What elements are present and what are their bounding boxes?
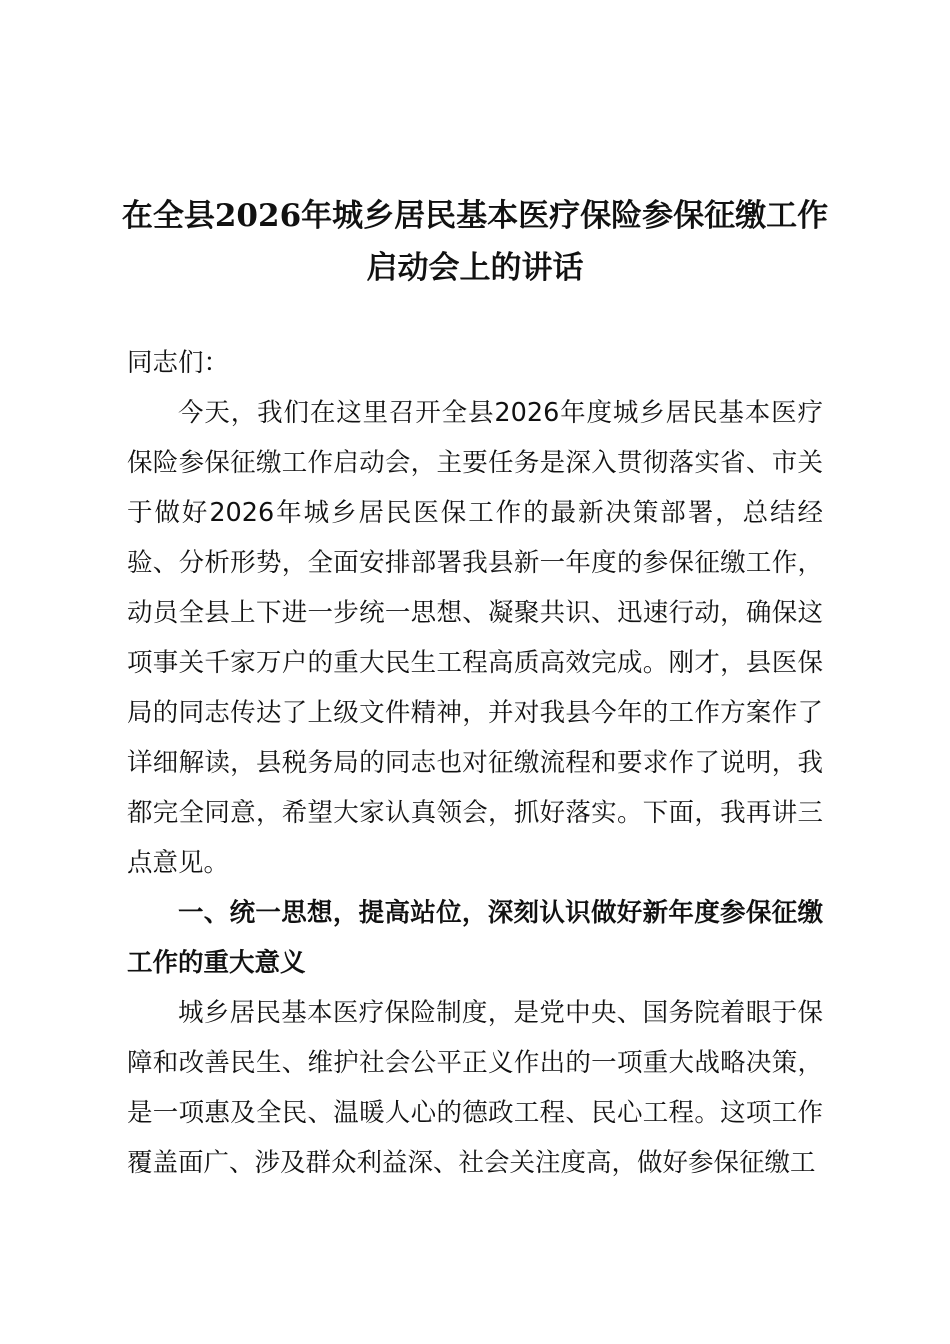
salutation: 同志们： [127,348,230,378]
document-body [127,338,823,1188]
section-1-paragraph: 城乡居民基本医疗保险制度，是党中央、国务院着眼于保障和改善民生、维护社会公平正义作出的一项重大战略决策，是一项惠及全民、温暖人心的德政工程、民心工程。这项工作覆盖面广、涉及群众利益深、社会关注度高，做好参保征缴工 [127,998,823,1178]
document-title: 在全县2026年城乡居民基本医疗保险参保征缴工作启动会上的讲话 [121,198,829,286]
section-heading-1: 一、统一思想，提高站位，深刻认识做好新年度参保征缴工作的重大意义 [127,898,823,978]
opening-paragraph: 今天，我们在这里召开全县2026年度城乡居民基本医疗保险参保征缴工作启动会，主要任务是深入贯彻落实省、市关于做好2026年城乡居民医保工作的最新决策部署，总结经验、分析形势，全面安排部署我县新一年度的参保征缴工作，动员全县上下进一步统一思想、凝聚共识、迅速行动，确保这项事关千家万户的重大民生工程高质高效完成。刚才，县医保局的同志传达了上级文件精神，并对我县今年的工作方案作了详细解读，县税务局的同志也对征缴流程和要求作了说明，我都完全同意，希望大家认真领会，抓好落实。下面，我再讲三点意见。 [127,398,823,878]
